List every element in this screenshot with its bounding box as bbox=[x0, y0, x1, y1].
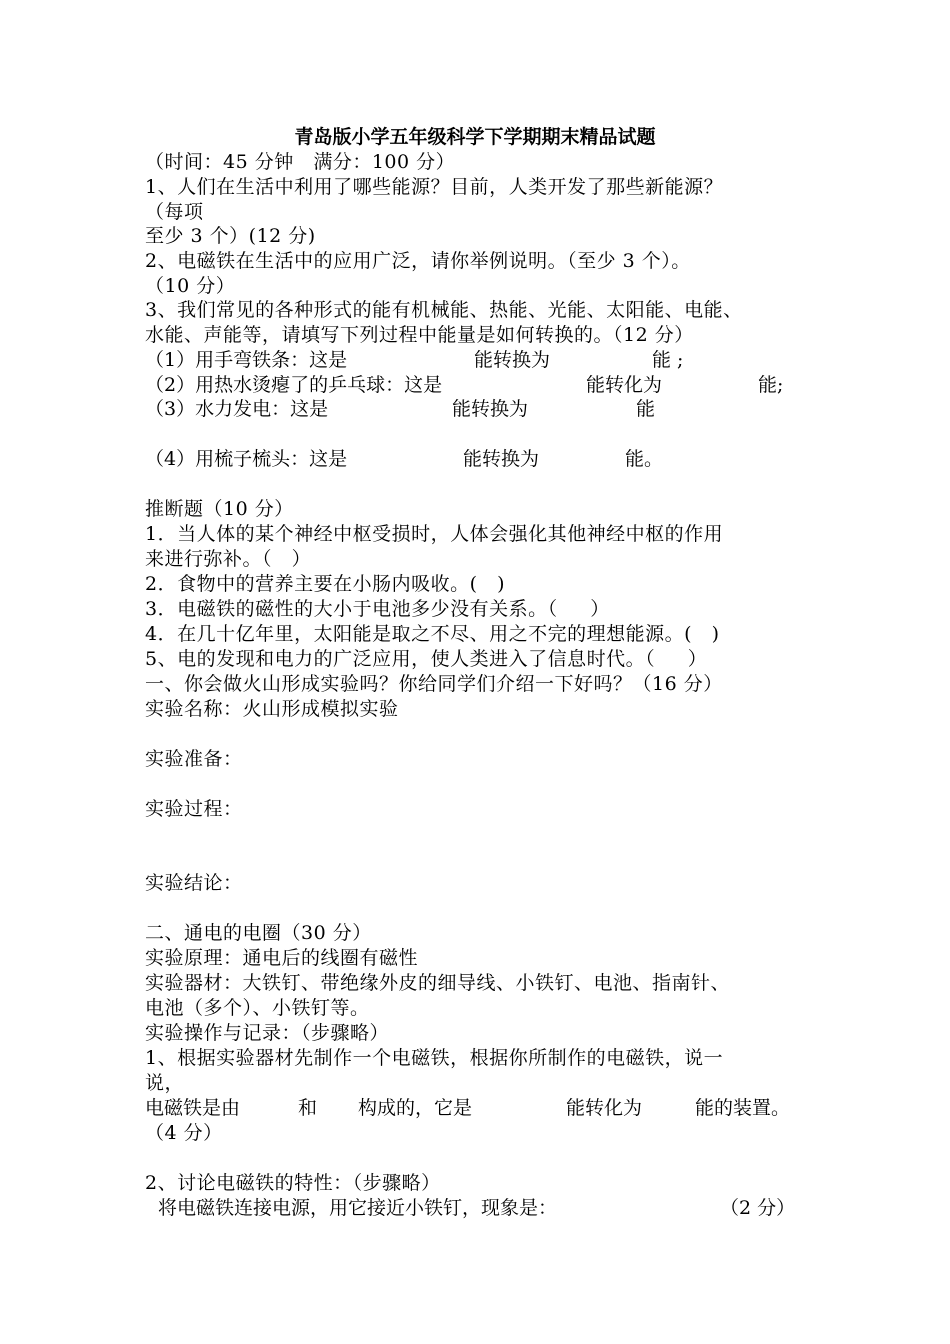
exp1-heading: 一、你会做火山形成实验吗？你给同学们介绍一下好吗？（16 分） bbox=[145, 673, 723, 695]
exp2-step1-c-b: 和 bbox=[298, 1097, 318, 1119]
exp2-step1-c-a: 电磁铁是由 bbox=[145, 1097, 241, 1119]
exp2-heading: 二、通电的电圈（30 分） bbox=[145, 922, 372, 944]
exp1-conclusion: 实验结论： bbox=[145, 872, 243, 894]
judge-item-5: 5、电的发现和电力的广泛应用，使人类进入了信息时代。（ ） bbox=[145, 648, 708, 670]
q3-s4-b: 能转换为 bbox=[463, 448, 540, 470]
judge-item-1a: 1．当人体的某个神经中枢受损时，人体会强化其他神经中枢的作用 bbox=[145, 523, 724, 545]
q3-s2-c: 能; bbox=[758, 374, 784, 396]
exp2-step1-c-c: 构成的，它是 bbox=[358, 1097, 473, 1119]
q2-line2: （10 分） bbox=[145, 275, 236, 297]
q3-s1-b: 能转换为 bbox=[474, 349, 551, 371]
q3-line1: 3、我们常见的各种形式的能有机械能、热能、光能、太阳能、电能、 bbox=[145, 299, 743, 321]
exp2-step1-a: 1、根据实验器材先制作一个电磁铁，根据你所制作的电磁铁，说一 bbox=[145, 1047, 724, 1069]
q3-s1-c: 能 ; bbox=[652, 349, 684, 371]
q3-s4-c: 能。 bbox=[625, 448, 664, 470]
exp2-materials-1: 实验器材：大铁钉、带绝缘外皮的细导线、小铁钉、电池、指南针、 bbox=[145, 972, 731, 994]
exp1-name: 实验名称：火山形成模拟实验 bbox=[145, 698, 399, 720]
q1-line2: （每项 bbox=[145, 201, 204, 223]
exp2-materials-2: 电池（多个）、小铁钉等。 bbox=[145, 997, 370, 1019]
exp2-principle: 实验原理：通电后的线圈有磁性 bbox=[145, 947, 419, 969]
q1-line3: 至少 3 个）(12 分) bbox=[145, 225, 316, 247]
q3-s2-a: （2）用热水烫瘪了的乒乓球：这是 bbox=[145, 374, 443, 396]
exp1-prep: 实验准备： bbox=[145, 748, 243, 770]
q3-s1-a: （1）用手弯铁条：这是 bbox=[145, 349, 348, 371]
q3-s3-a: （3）水力发电：这是 bbox=[145, 398, 329, 420]
page-title: 青岛版小学五年级科学下学期期末精品试题 bbox=[294, 126, 656, 148]
q3-line2: 水能、声能等，请填写下列过程中能量是如何转换的。（12 分） bbox=[145, 324, 694, 346]
exp1-process: 实验过程： bbox=[145, 798, 243, 820]
judge-item-1b: 来进行弥补。（ ） bbox=[145, 548, 312, 570]
q3-s4-a: （4）用梳子梳头：这是 bbox=[145, 448, 348, 470]
q2-line1: 2、电磁铁在生活中的应用广泛，请你举例说明。（至少 3 个）。 bbox=[145, 250, 691, 272]
exp2-ops: 实验操作与记录：（步骤略） bbox=[145, 1022, 390, 1044]
exp2-step1-c-e: 能的装置。 bbox=[695, 1097, 791, 1119]
q3-s3-b: 能转换为 bbox=[452, 398, 529, 420]
exam-info: （时间：45 分钟 满分：100 分） bbox=[145, 151, 456, 173]
q3-s3-c: 能 bbox=[636, 398, 656, 420]
exp2-step1-d: （4 分） bbox=[145, 1122, 223, 1144]
exp2-step1-c-d: 能转化为 bbox=[566, 1097, 643, 1119]
exp2-step1-b: 说， bbox=[145, 1072, 185, 1094]
judge-item-4: 4．在几十亿年里，太阳能是取之不尽、用之不完的理想能源。( ) bbox=[145, 623, 720, 645]
judge-item-2: 2．食物中的营养主要在小肠内吸收。( ) bbox=[145, 573, 506, 595]
judge-heading: 推断题（10 分） bbox=[145, 498, 294, 520]
exp2-step2: 2、讨论电磁铁的特性：（步骤略） bbox=[145, 1172, 441, 1194]
exp2-step2-b: （2 分） bbox=[720, 1197, 796, 1219]
judge-item-3: 3．电磁铁的磁性的大小于电池多少没有关系。（ ） bbox=[145, 598, 610, 620]
exp2-step2-a: 将电磁铁连接电源，用它接近小铁钉，现象是： bbox=[158, 1197, 558, 1219]
q3-s2-b: 能转化为 bbox=[586, 374, 663, 396]
q1-line1: 1、人们在生活中利用了哪些能源？目前，人类开发了那些新能源？ bbox=[145, 176, 724, 198]
